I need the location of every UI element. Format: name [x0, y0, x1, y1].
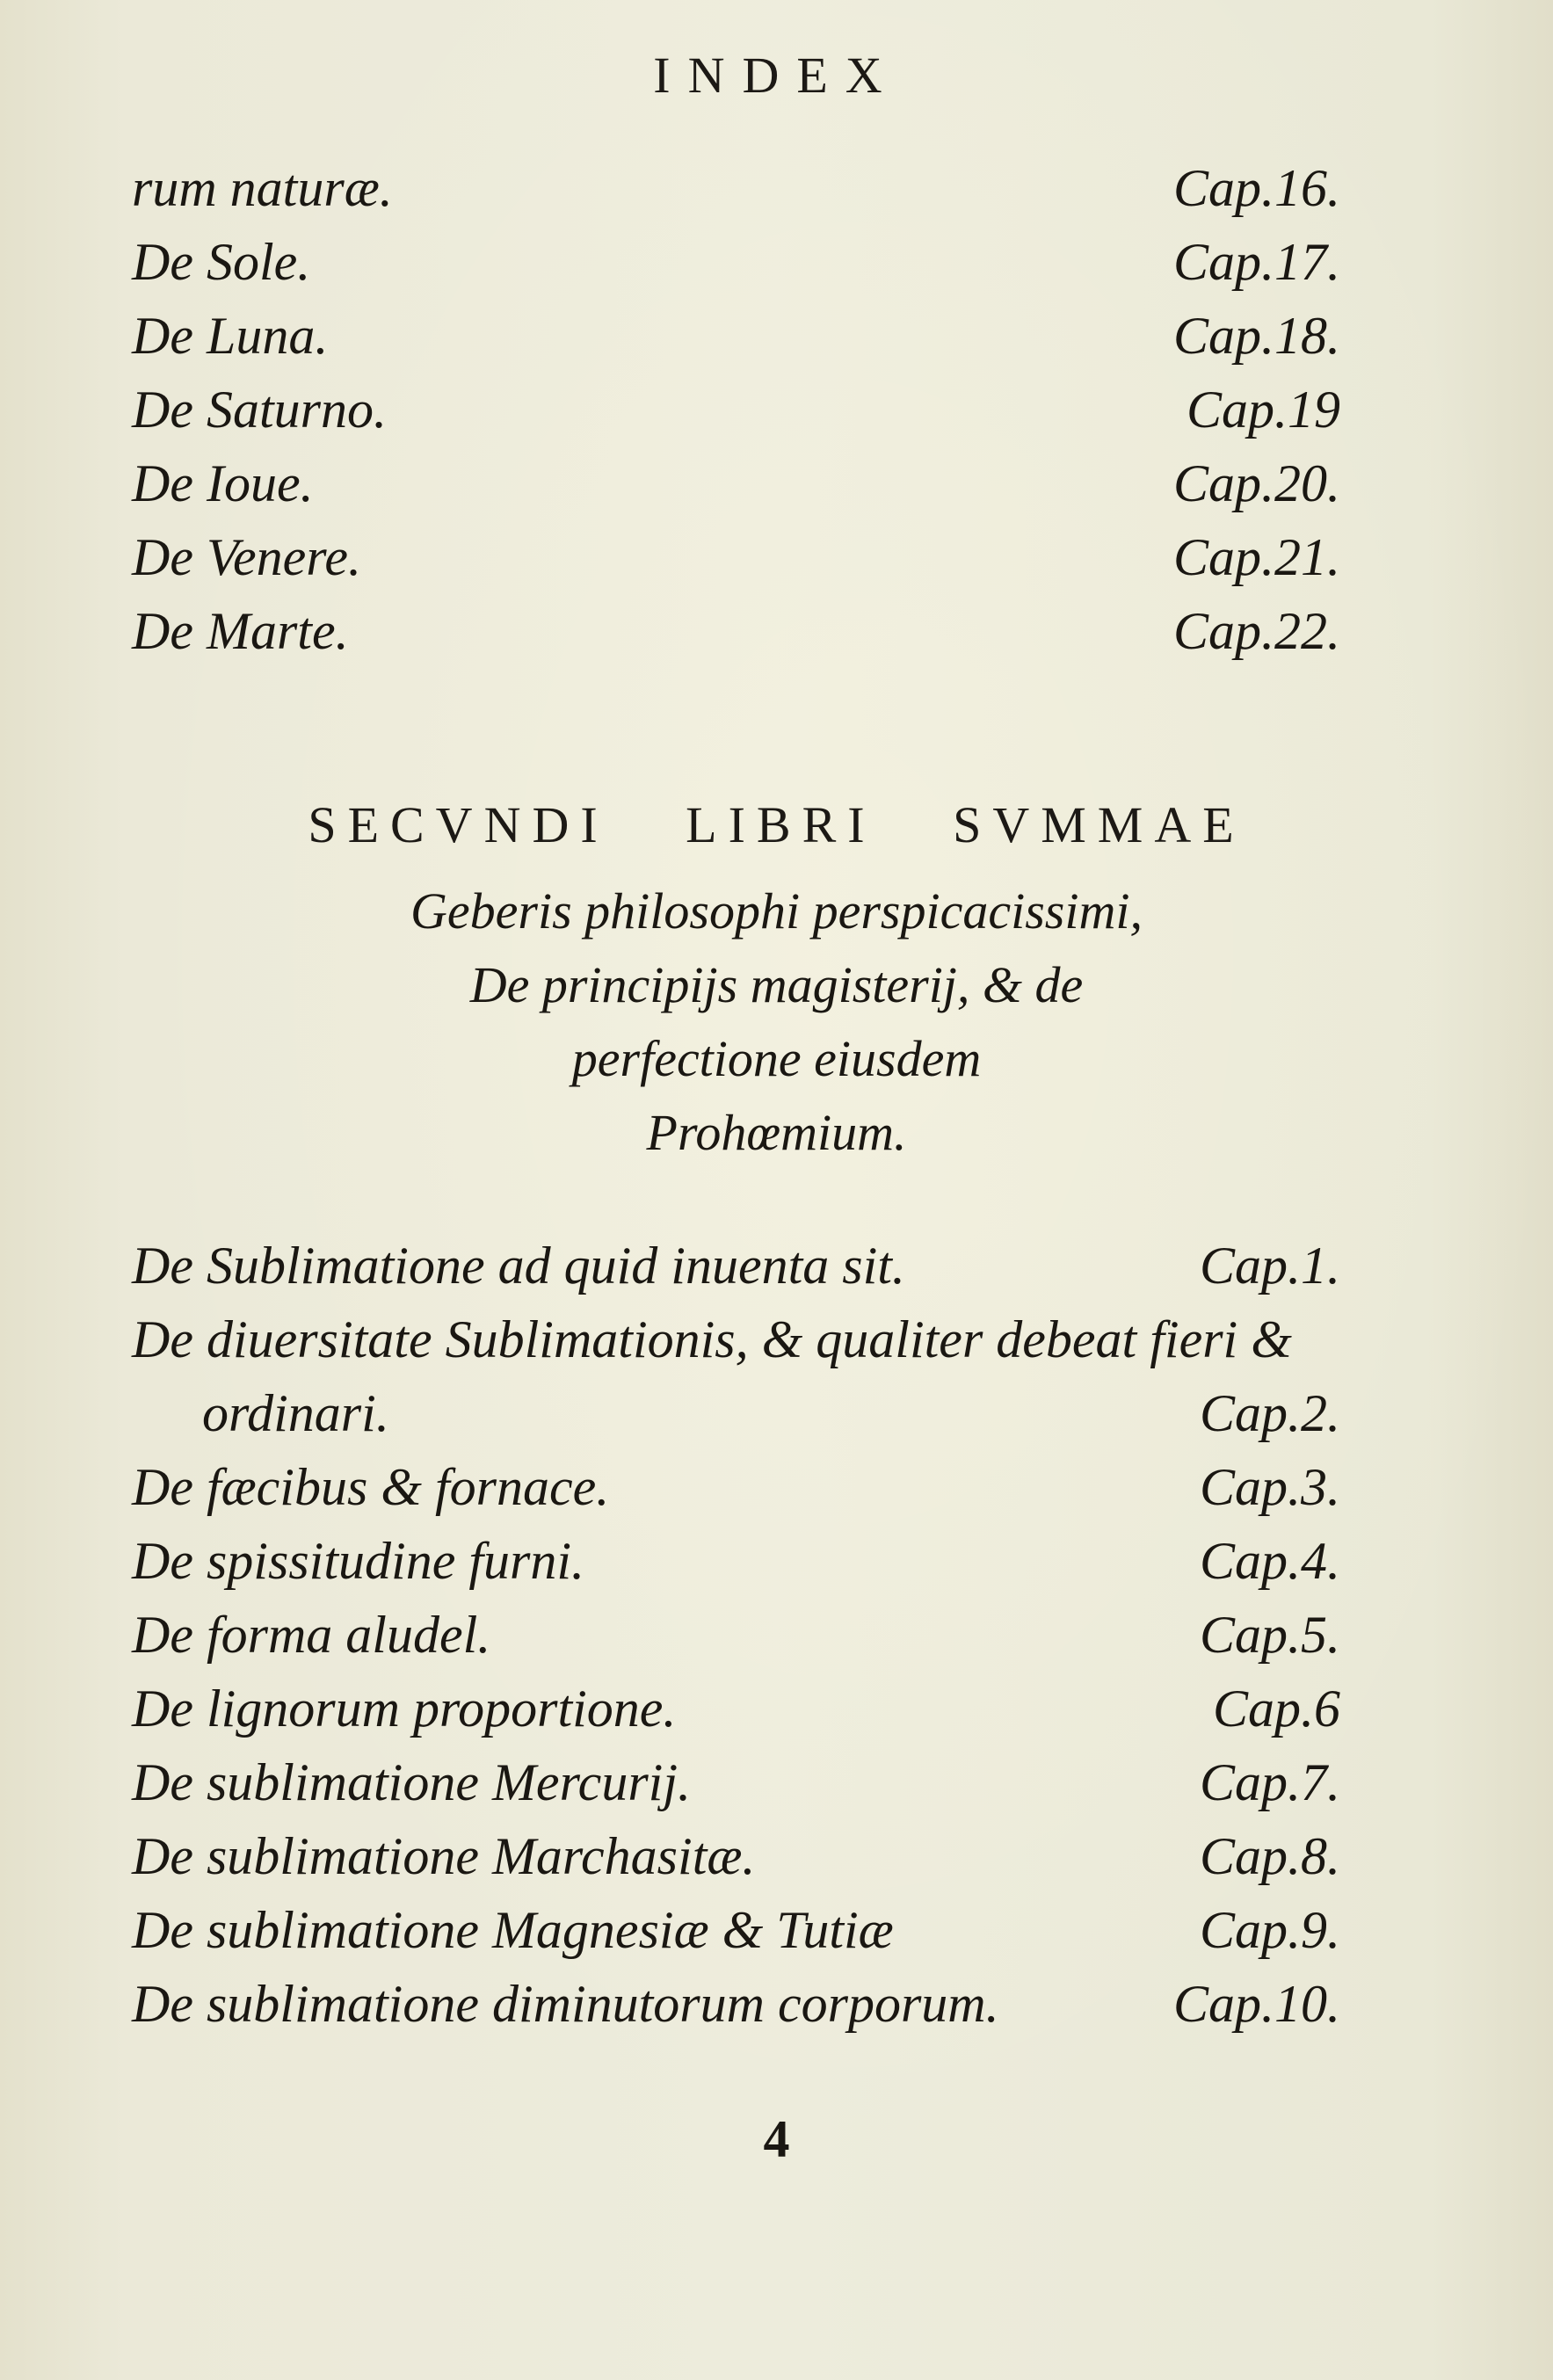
- entry-chapter: Cap.10.: [1172, 1975, 1340, 2033]
- section-heading: SECVNDI LIBRI SVMMAE: [308, 796, 1245, 853]
- entry-chapter: Cap.5.: [1199, 1606, 1340, 1664]
- entry-title: De Venere.: [132, 528, 361, 586]
- entry-title: De Sole.: [132, 233, 311, 291]
- entry-chapter: Cap.1.: [1199, 1237, 1340, 1295]
- entry-title: rum naturæ.: [132, 159, 393, 217]
- index-entry: [132, 1376, 1340, 1450]
- index-entry: [132, 225, 1340, 299]
- entry-chapter: Cap.2.: [1199, 1384, 1340, 1442]
- index-entry: [132, 1745, 1340, 1819]
- entry-title: De Marte.: [132, 602, 349, 660]
- index-entry: [132, 1893, 1340, 1967]
- entry-chapter: Cap.19: [1186, 381, 1340, 439]
- index-entry: [132, 1450, 1340, 1524]
- entry-chapter: Cap.8.: [1199, 1827, 1340, 1885]
- entry-chapter: Cap.6: [1212, 1680, 1340, 1738]
- index-entry: [132, 446, 1340, 520]
- entry-title: De fæcibus & fornace.: [132, 1458, 610, 1516]
- index-entry: [132, 299, 1340, 373]
- index-entry: [132, 1524, 1340, 1598]
- entry-title: De sublimatione diminutorum corporum.: [132, 1975, 999, 2033]
- entry-title: De spissitudine furni.: [132, 1532, 585, 1590]
- entry-chapter: Cap.3.: [1199, 1458, 1340, 1516]
- index-entry: [132, 520, 1340, 594]
- entry-title: De forma aludel.: [132, 1606, 491, 1664]
- index-entry: [132, 373, 1340, 446]
- entry-title: De sublimatione Mercurij.: [132, 1753, 692, 1811]
- index-entry: [132, 151, 1340, 225]
- entry-title: De Luna.: [132, 307, 329, 365]
- entry-title: De Saturno.: [132, 381, 387, 439]
- entry-chapter: Cap.22.: [1172, 602, 1340, 660]
- index-entry: [132, 1598, 1340, 1672]
- section-subtitle: Geberis philosophi perspicacissimi,: [410, 882, 1143, 940]
- entry-title: De Sublimatione ad quid inuenta sit.: [132, 1237, 905, 1295]
- entry-chapter: Cap.17.: [1172, 233, 1340, 291]
- section-subtitle: perfectione eiusdem: [571, 1030, 982, 1087]
- entry-chapter: Cap.21.: [1172, 528, 1340, 586]
- entry-chapter: Cap.4.: [1199, 1532, 1340, 1590]
- entry-title: De Ioue.: [132, 454, 314, 512]
- entry-chapter: Cap.20.: [1172, 454, 1340, 512]
- entry-title: De lignorum proportione.: [132, 1680, 677, 1738]
- entry-title: ordinari.: [202, 1384, 389, 1442]
- index-entry: [132, 1229, 1340, 1302]
- entry-title: De sublimatione Marchasitæ.: [132, 1827, 756, 1885]
- entry-title: De sublimatione Magnesiæ & Tutiæ: [132, 1901, 894, 1959]
- page-number: 4: [763, 2110, 790, 2168]
- entry-chapter: Cap.16.: [1172, 159, 1340, 217]
- index-entry: [132, 594, 1340, 668]
- index-entry: [132, 1672, 1340, 1745]
- section-subtitle: De principijs magisterij, & de: [469, 956, 1084, 1013]
- entry-title: De diuersitate Sublimationis, & qualiter debeat fieri &: [132, 1310, 1292, 1368]
- index-entry: [132, 1967, 1340, 2041]
- entry-chapter: Cap.9.: [1199, 1901, 1340, 1959]
- entry-chapter: Cap.7.: [1199, 1753, 1340, 1811]
- running-head: INDEX: [653, 47, 900, 104]
- index-entry: [132, 1819, 1340, 1893]
- section-subtitle: Prohœmium.: [646, 1104, 907, 1161]
- index-entry: [132, 1302, 1340, 1376]
- entry-chapter: Cap.18.: [1172, 307, 1340, 365]
